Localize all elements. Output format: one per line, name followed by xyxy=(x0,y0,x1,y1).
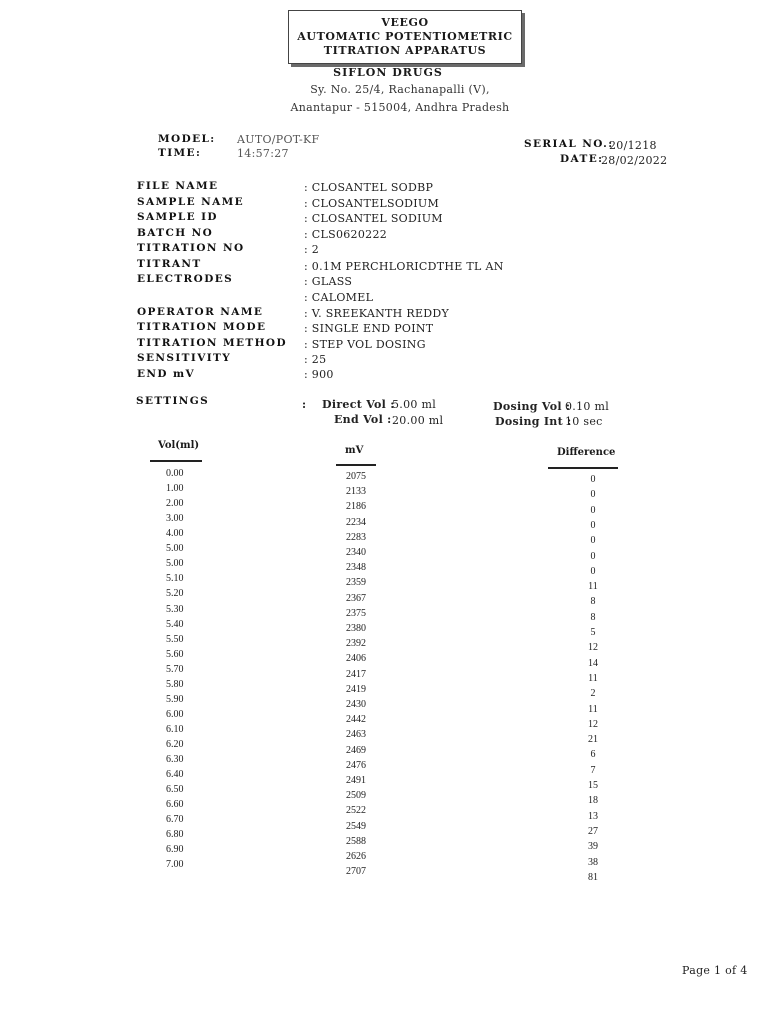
field-value: : CLOSANTELSODIUM xyxy=(304,197,440,210)
field-value: : CALOMEL xyxy=(304,291,374,304)
serial-value: 20/1218 xyxy=(609,139,657,152)
mv-cell: 2463 xyxy=(346,729,366,741)
vol-cell: 6.80 xyxy=(166,829,184,841)
time-label: TIME: xyxy=(158,147,202,159)
vol-cell: 5.10 xyxy=(166,573,184,585)
difference-cell: 5 xyxy=(590,627,596,638)
mv-cell: 2348 xyxy=(346,562,366,574)
difference-cell: 15 xyxy=(588,780,598,791)
difference-cell: 11 xyxy=(588,703,598,715)
field-label: OPERATOR NAME xyxy=(137,306,264,318)
mv-cell: 2075 xyxy=(346,471,366,482)
mv-cell: 2359 xyxy=(346,577,366,589)
mv-cell: 2442 xyxy=(346,714,366,726)
difference-cell: 6 xyxy=(590,749,596,761)
date-value: 28/02/2022 xyxy=(601,154,668,167)
difference-cell: 0 xyxy=(590,519,596,531)
vol-cell: 3.00 xyxy=(166,513,184,525)
difference-cell: 12 xyxy=(588,718,598,730)
mv-cell: 2283 xyxy=(346,531,366,543)
difference-cell: 0 xyxy=(590,504,596,516)
dosing-vol-value: 0.10 ml xyxy=(565,400,610,413)
difference-cell: 21 xyxy=(588,734,598,746)
vol-cell: 6.30 xyxy=(166,754,184,765)
difference-cell: 8 xyxy=(590,611,596,623)
difference-cell: 0 xyxy=(590,550,596,562)
vol-cell: 5.80 xyxy=(166,678,184,690)
field-value: : SINGLE END POINT xyxy=(304,322,434,335)
field-value: : 0.1M PERCHLORICDTHE TL AN xyxy=(304,260,504,273)
mv-cell: 2549 xyxy=(346,820,366,832)
difference-cell: 0 xyxy=(590,489,596,501)
field-label: BATCH NO xyxy=(137,227,214,239)
mv-cell: 2430 xyxy=(346,699,366,710)
field-value: : 2 xyxy=(304,243,320,256)
mv-header-underline xyxy=(336,464,376,466)
field-value: : CLOSANTEL SODBP xyxy=(304,181,434,194)
difference-cell: 27 xyxy=(588,825,598,837)
vol-cell: 5.50 xyxy=(166,633,184,645)
vol-cell: 4.00 xyxy=(166,528,184,540)
field-label: SENSITIVITY xyxy=(137,352,232,364)
field-label: TITRATION NO xyxy=(137,242,245,254)
mv-cell: 2417 xyxy=(346,668,366,680)
vol-cell: 6.10 xyxy=(166,723,184,735)
vol-cell: 6.50 xyxy=(166,784,184,795)
direct-vol-value: 5.00 ml xyxy=(392,398,437,411)
mv-cell: 2522 xyxy=(346,805,366,817)
field-value: : 900 xyxy=(304,368,334,381)
vol-cell: 5.70 xyxy=(166,663,184,675)
difference-cell: 12 xyxy=(588,642,598,654)
difference-cell: 39 xyxy=(588,841,598,853)
vol-cell: 6.60 xyxy=(166,799,184,811)
difference-cell: 2 xyxy=(590,688,596,700)
time-value: 14:57:27 xyxy=(237,147,289,160)
mv-cell: 2626 xyxy=(346,851,366,862)
field-value: : CLS0620222 xyxy=(304,228,388,241)
mv-cell: 2491 xyxy=(346,775,366,786)
difference-cell: 0 xyxy=(590,565,596,577)
vol-cell: 0.00 xyxy=(166,468,184,479)
field-label: TITRATION MODE xyxy=(137,321,267,333)
mv-cell: 2406 xyxy=(346,653,366,665)
mv-cell: 2392 xyxy=(346,638,366,650)
vol-column-header: Vol(ml) xyxy=(158,440,200,451)
vol-cell: 7.00 xyxy=(166,859,184,871)
difference-cell: 8 xyxy=(590,596,596,608)
field-value: : STEP VOL DOSING xyxy=(304,338,426,351)
difference-cell: 81 xyxy=(588,871,598,883)
vol-cell: 1.00 xyxy=(166,483,184,495)
mv-column-header: mV xyxy=(345,445,364,456)
mv-cell: 2380 xyxy=(346,623,366,634)
mv-cell: 2419 xyxy=(346,683,366,695)
company-name: SIFLON DRUGS xyxy=(333,66,443,79)
address-line-2: Anantapur - 515004, Andhra Pradesh xyxy=(290,101,510,114)
vol-cell: 5.20 xyxy=(166,588,184,600)
difference-cell: 38 xyxy=(588,856,598,868)
vol-cell: 5.00 xyxy=(166,558,184,570)
model-label: MODEL: xyxy=(158,133,216,145)
vol-cell: 5.00 xyxy=(166,543,184,555)
field-value: : CLOSANTEL SODIUM xyxy=(304,212,443,225)
vol-cell: 5.30 xyxy=(166,603,184,615)
serial-label: SERIAL NO.: xyxy=(524,138,614,150)
mv-cell: 2186 xyxy=(346,501,366,513)
title-line-1: VEEGO xyxy=(381,16,429,29)
difference-cell: 0 xyxy=(590,535,596,547)
field-label: SAMPLE NAME xyxy=(137,196,245,208)
dosing-int-value: 10 sec xyxy=(565,415,603,428)
difference-cell: 18 xyxy=(588,795,598,807)
vol-header-underline xyxy=(150,460,202,462)
field-label: ELECTRODES xyxy=(137,273,234,285)
end-vol-label: End Vol : xyxy=(334,413,392,426)
title-box xyxy=(288,10,522,64)
field-value: : GLASS xyxy=(304,275,353,288)
vol-cell: 6.90 xyxy=(166,844,184,856)
mv-cell: 2476 xyxy=(346,759,366,771)
field-label: TITRATION METHOD xyxy=(137,337,287,349)
direct-vol-label: Direct Vol : xyxy=(322,398,395,411)
vol-cell: 5.90 xyxy=(166,693,184,705)
date-label: DATE: xyxy=(560,153,604,165)
vol-cell: 6.70 xyxy=(166,814,184,826)
difference-cell: 14 xyxy=(588,657,598,669)
difference-header-underline xyxy=(548,467,618,469)
field-label: TITRANT xyxy=(137,258,202,270)
field-label: SAMPLE ID xyxy=(137,211,218,223)
mv-cell: 2234 xyxy=(346,516,366,528)
difference-cell: 11 xyxy=(588,672,598,684)
settings-colon: : xyxy=(302,398,307,411)
mv-cell: 2375 xyxy=(346,607,366,619)
title-line-2: AUTOMATIC POTENTIOMETRIC xyxy=(297,30,513,43)
mv-cell: 2509 xyxy=(346,790,366,802)
mv-cell: 2367 xyxy=(346,592,366,604)
dosing-vol-label: Dosing Vol : xyxy=(493,400,571,413)
vol-cell: 6.00 xyxy=(166,708,184,720)
dosing-int-label: Dosing Int : xyxy=(495,415,572,428)
difference-cell: 0 xyxy=(590,474,596,485)
settings-label: SETTINGS xyxy=(136,395,210,407)
model-value: AUTO/POT-KF xyxy=(237,133,320,146)
difference-cell: 7 xyxy=(590,764,596,776)
title-line-3: TITRATION APPARATUS xyxy=(323,44,487,57)
vol-cell: 5.40 xyxy=(166,618,184,630)
mv-cell: 2133 xyxy=(346,486,366,498)
field-value: : 25 xyxy=(304,353,327,366)
field-label: FILE NAME xyxy=(137,180,219,192)
end-vol-value: 20.00 ml xyxy=(392,414,444,427)
mv-cell: 2707 xyxy=(346,866,366,878)
mv-cell: 2588 xyxy=(346,835,366,847)
page-number: Page 1 of 4 xyxy=(682,964,748,977)
difference-cell: 13 xyxy=(588,810,598,822)
mv-cell: 2340 xyxy=(346,547,366,558)
mv-cell: 2469 xyxy=(346,744,366,756)
field-label: END mV xyxy=(137,368,196,380)
vol-cell: 2.00 xyxy=(166,498,184,510)
field-value: : V. SREEKANTH REDDY xyxy=(304,307,450,320)
difference-cell: 11 xyxy=(588,581,598,593)
difference-column-header: Difference xyxy=(557,447,616,458)
vol-cell: 5.60 xyxy=(166,648,184,660)
vol-cell: 6.40 xyxy=(166,769,184,780)
vol-cell: 6.20 xyxy=(166,738,184,750)
address-line-1: Sy. No. 25/4, Rachanapalli (V), xyxy=(310,83,490,96)
